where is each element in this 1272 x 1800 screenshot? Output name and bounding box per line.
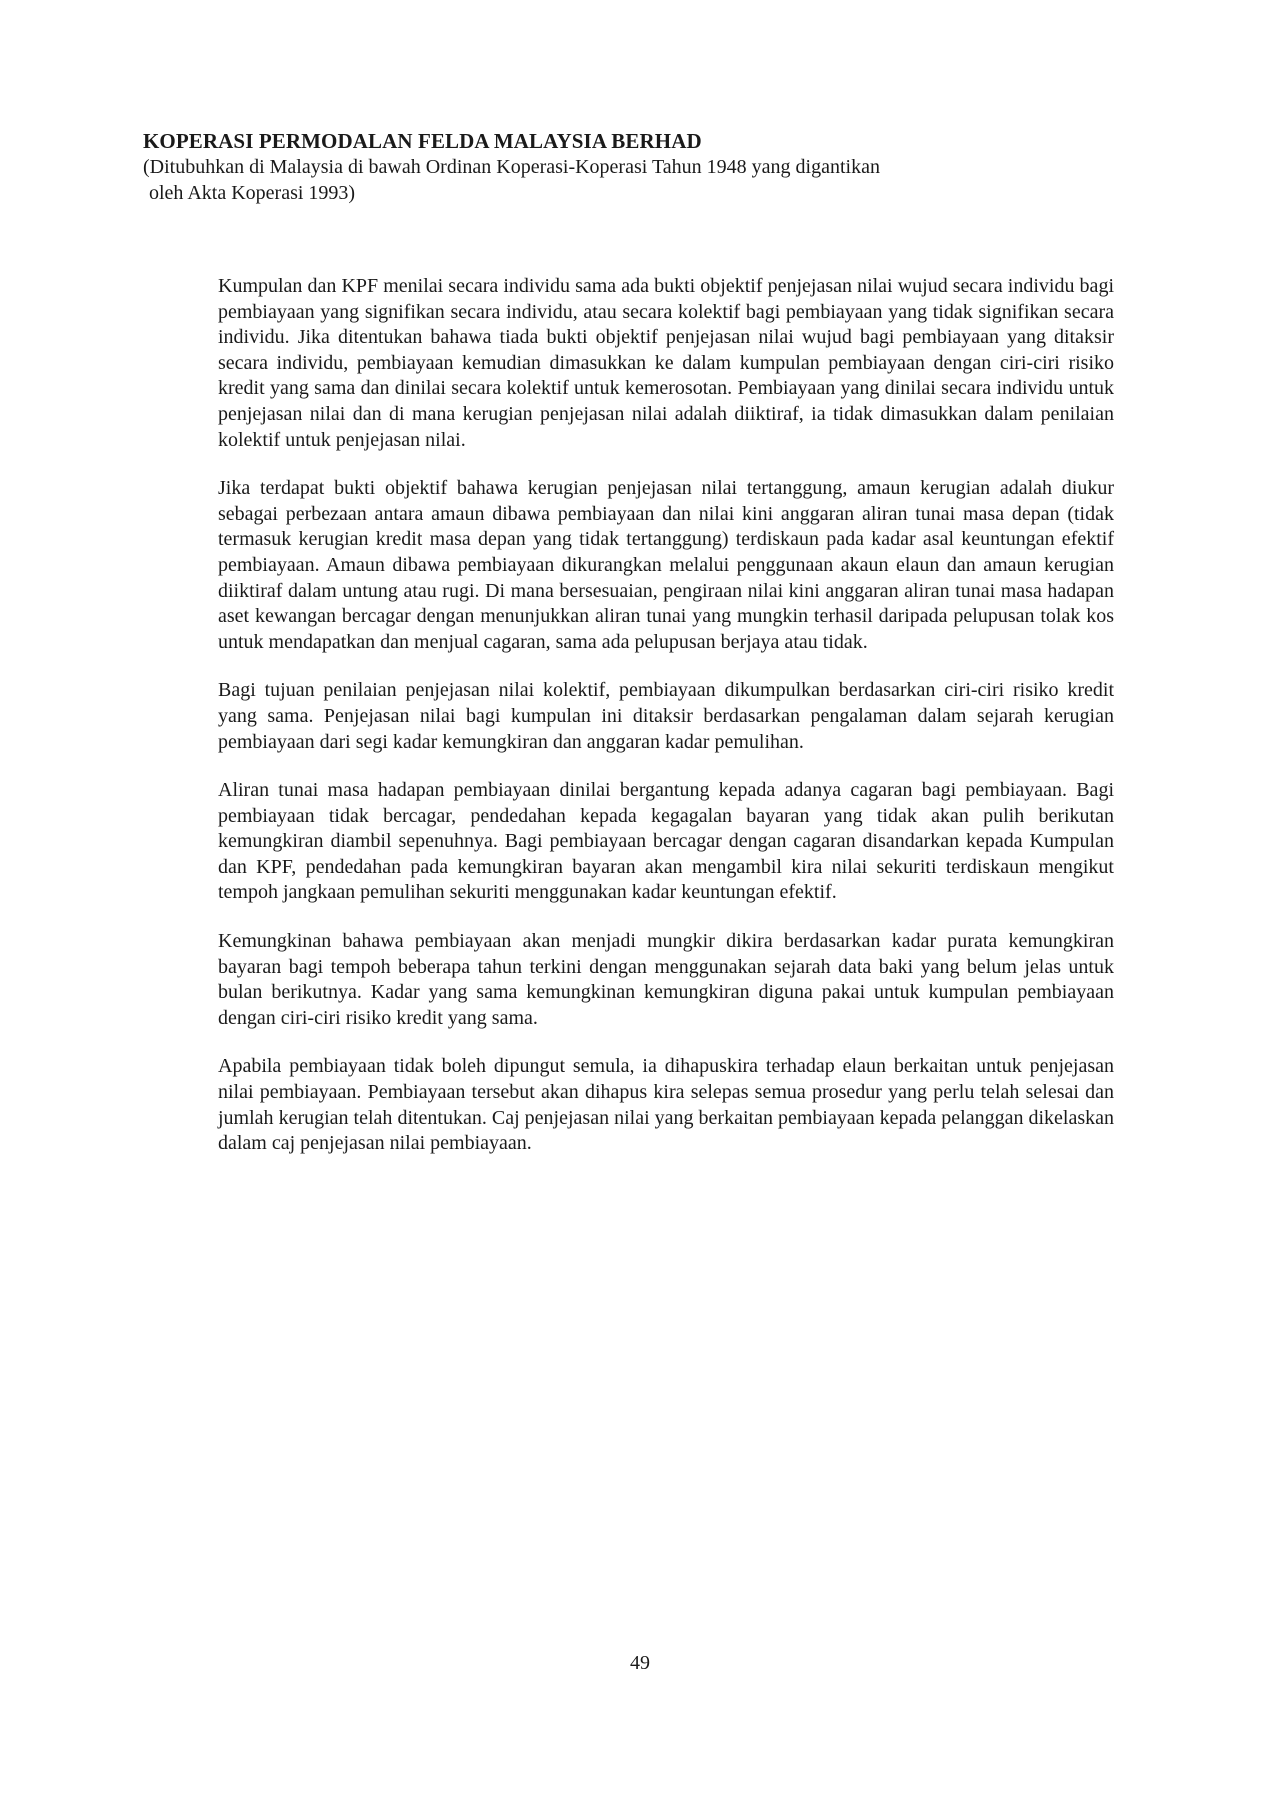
company-subtitle-line2: oleh Akta Koperasi 1993) bbox=[149, 182, 356, 204]
document-header bbox=[143, 128, 1123, 206]
paragraph-probability-of-default: Kemungkinan bahawa pembiayaan akan menjadi mungkir dikira berdasarkan kadar purata kemungkiran bayaran bagi tempoh beberapa tahun terkini dengan menggunakan sejarah data baki yang belum jelas untuk bulan berikutnya. Kadar yang sama kemungkinan kemungkiran diguna pakai untuk kumpulan pembiayaan dengan ciri-ciri risiko kredit yang sama. bbox=[218, 930, 1114, 1029]
paragraph-individual-assessment: Kumpulan dan KPF menilai secara individu sama ada bukti objektif penjejasan nilai wujud secara individu bagi pembiayaan yang signifikan secara individu, atau secara kolektif bagi pembiayaan yang tidak signifikan secara individu. Jika ditentukan bahawa tiada bukti objektif penjejasan nilai wujud bagi pembiayaan yang ditaksir secara individu, pembiayaan kemudian dimasukkan ke dalam kumpulan pembiayaan dengan ciri-ciri risiko kredit yang sama dan dinilai secara kolektif untuk kemerosotan. Pembiayaan yang dinilai secara individu untuk penjejasan nilai dan di mana kerugian penjejasan nilai adalah diiktiraf, ia tidak dimasukkan dalam penilaian kolektif untuk penjejasan nilai. bbox=[218, 275, 1114, 451]
paragraph-collective-assessment: Bagi tujuan penilaian penjejasan nilai kolektif, pembiayaan dikumpulkan berdasarkan ciri-ciri risiko kredit yang sama. Penjejasan nilai bagi kumpulan ini ditaksir berdasarkan pengalaman dalam sejarah kerugian pembiayaan dari segi kadar kemungkiran dan anggaran kadar pemulihan. bbox=[218, 679, 1114, 753]
company-name: KOPERASI PERMODALAN FELDA MALAYSIA BERHAD bbox=[143, 129, 702, 153]
company-subtitle-line1: (Ditubuhkan di Malaysia di bawah Ordinan Koperasi-Koperasi Tahun 1948 yang digantikan bbox=[143, 156, 880, 178]
page-number: 49 bbox=[630, 1652, 650, 1674]
document-body bbox=[218, 274, 1114, 1180]
paragraph-write-off: Apabila pembiayaan tidak boleh dipungut semula, ia dihapuskira terhadap elaun berkaitan untuk penjejasan nilai pembiayaan. Pembiayaan tersebut akan dihapus kira selepas semua prosedur yang perlu telah selesai dan jumlah kerugian telah ditentukan. Caj penjejasan nilai yang berkaitan pembiayaan kepada pelanggan dikelaskan dalam caj penjejasan nilai pembiayaan. bbox=[218, 1055, 1114, 1155]
paragraph-impairment-loss-measurement: Jika terdapat bukti objektif bahawa kerugian penjejasan nilai tertanggung, amaun kerugian adalah diukur sebagai perbezaan antara amaun dibawa pembiayaan dan nilai kini anggaran aliran tunai masa depan (tidak termasuk kerugian kredit masa depan yang tidak tertanggung) terdiskaun pada kadar asal keuntungan efektif pembiayaan. Amaun dibawa pembiayaan dikurangkan melalui penggunaan akaun elaun dan amaun kerugian diiktiraf dalam untung atau rugi. Di mana bersesuaian, pengiraan nilai kini anggaran aliran tunai masa hadapan aset kewangan bercagar dengan menunjukkan aliran tunai yang mungkin terhasil daripada pelupusan tolak kos untuk mendapatkan dan menjual cagaran, sama ada pelupusan berjaya atau tidak. bbox=[218, 477, 1114, 653]
paragraph-future-cash-flows: Aliran tunai masa hadapan pembiayaan dinilai bergantung kepada adanya cagaran bagi pembiayaan. Bagi pembiayaan tidak bercagar, pendedahan kepada kegagalan bayaran yang tidak akan pulih berikutan kemungkiran diambil sepenuhnya. Bagi pembiayaan bercagar dengan cagaran disandarkan kepada Kumpulan dan KPF, pendedahan pada kemungkiran bayaran akan mengambil kira nilai sekuriti terdiskaun mengikut tempoh jangkaan pemulihan sekuriti menggunakan kadar keuntungan efektif. bbox=[218, 779, 1114, 904]
